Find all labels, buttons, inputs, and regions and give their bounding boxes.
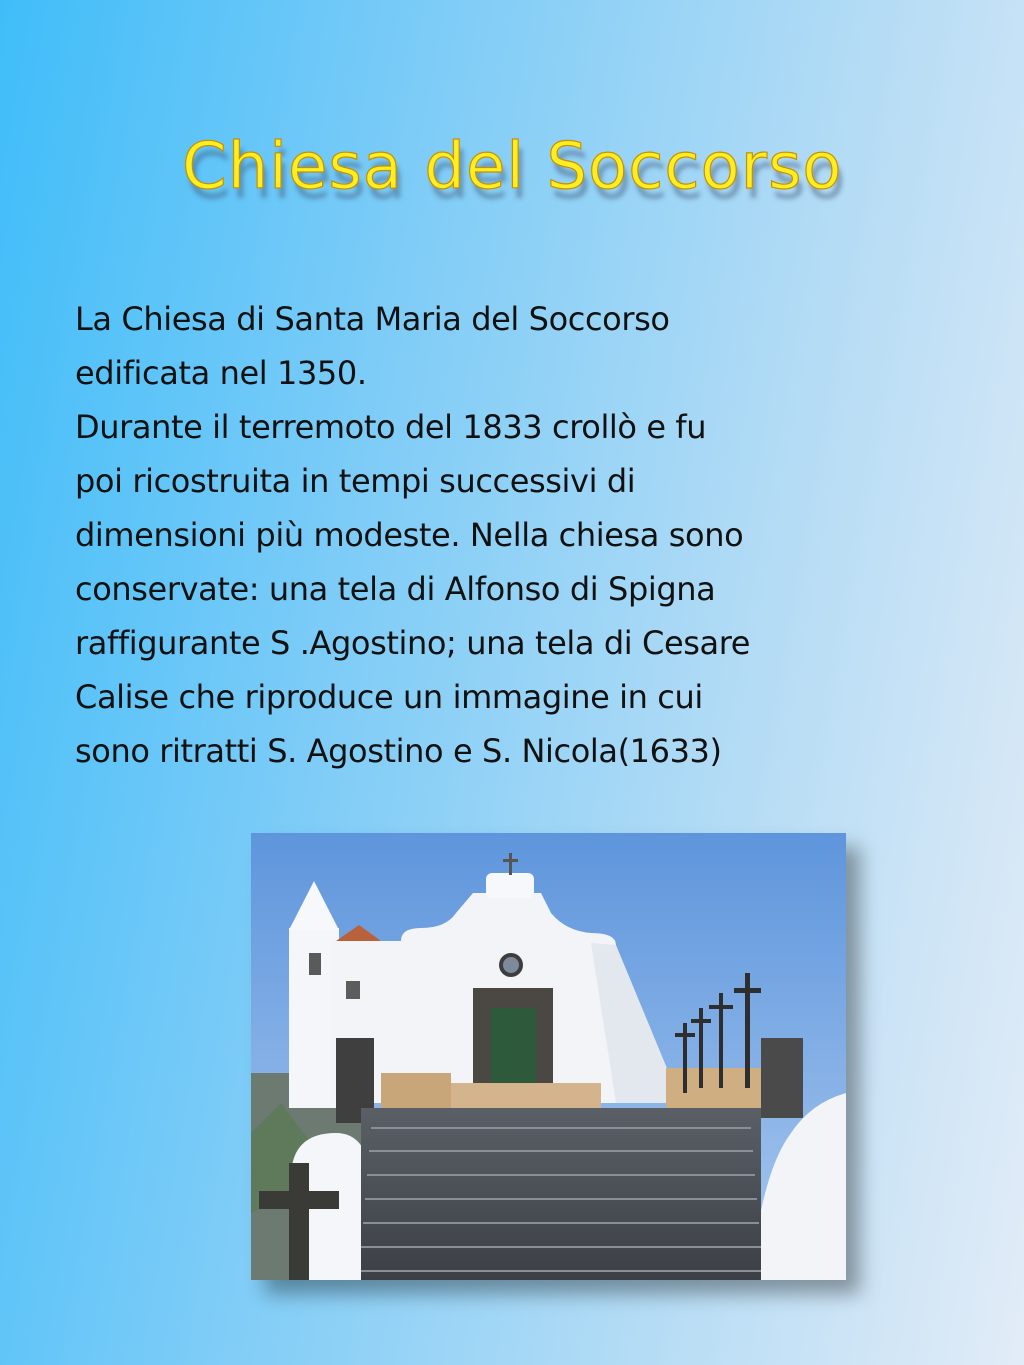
body-line: edificata nel 1350.	[75, 354, 367, 392]
body-line: poi ricostruita in tempi successivi di	[75, 462, 636, 500]
cross-icon	[509, 853, 512, 875]
side-window	[346, 981, 360, 999]
slide-title: Chiesa del Soccorso	[182, 130, 843, 204]
tiled-wall-left	[381, 1073, 451, 1113]
body-line: dimensioni più modeste. Nella chiesa sono	[75, 516, 744, 554]
body-line: Calise che riproduce un immagine in cui	[75, 678, 703, 716]
body-line: conservate: una tela di Alfonso di Spigna	[75, 570, 716, 608]
bell-window	[309, 953, 321, 975]
body-line: sono ritratti S. Agostino e S. Nicola(1633)	[75, 732, 722, 770]
stairs	[361, 1108, 761, 1280]
body-line: Durante il terremoto del 1833 crollò e fu	[75, 408, 707, 446]
right-pillar	[761, 1038, 803, 1118]
bell-housing	[486, 873, 534, 898]
body-line: La Chiesa di Santa Maria del Soccorso	[75, 300, 670, 338]
church-illustration	[251, 833, 846, 1280]
body-line: raffigurante S .Agostino; una tela di Cesare	[75, 624, 751, 662]
body-paragraph	[75, 292, 905, 778]
church-photo	[251, 833, 846, 1280]
